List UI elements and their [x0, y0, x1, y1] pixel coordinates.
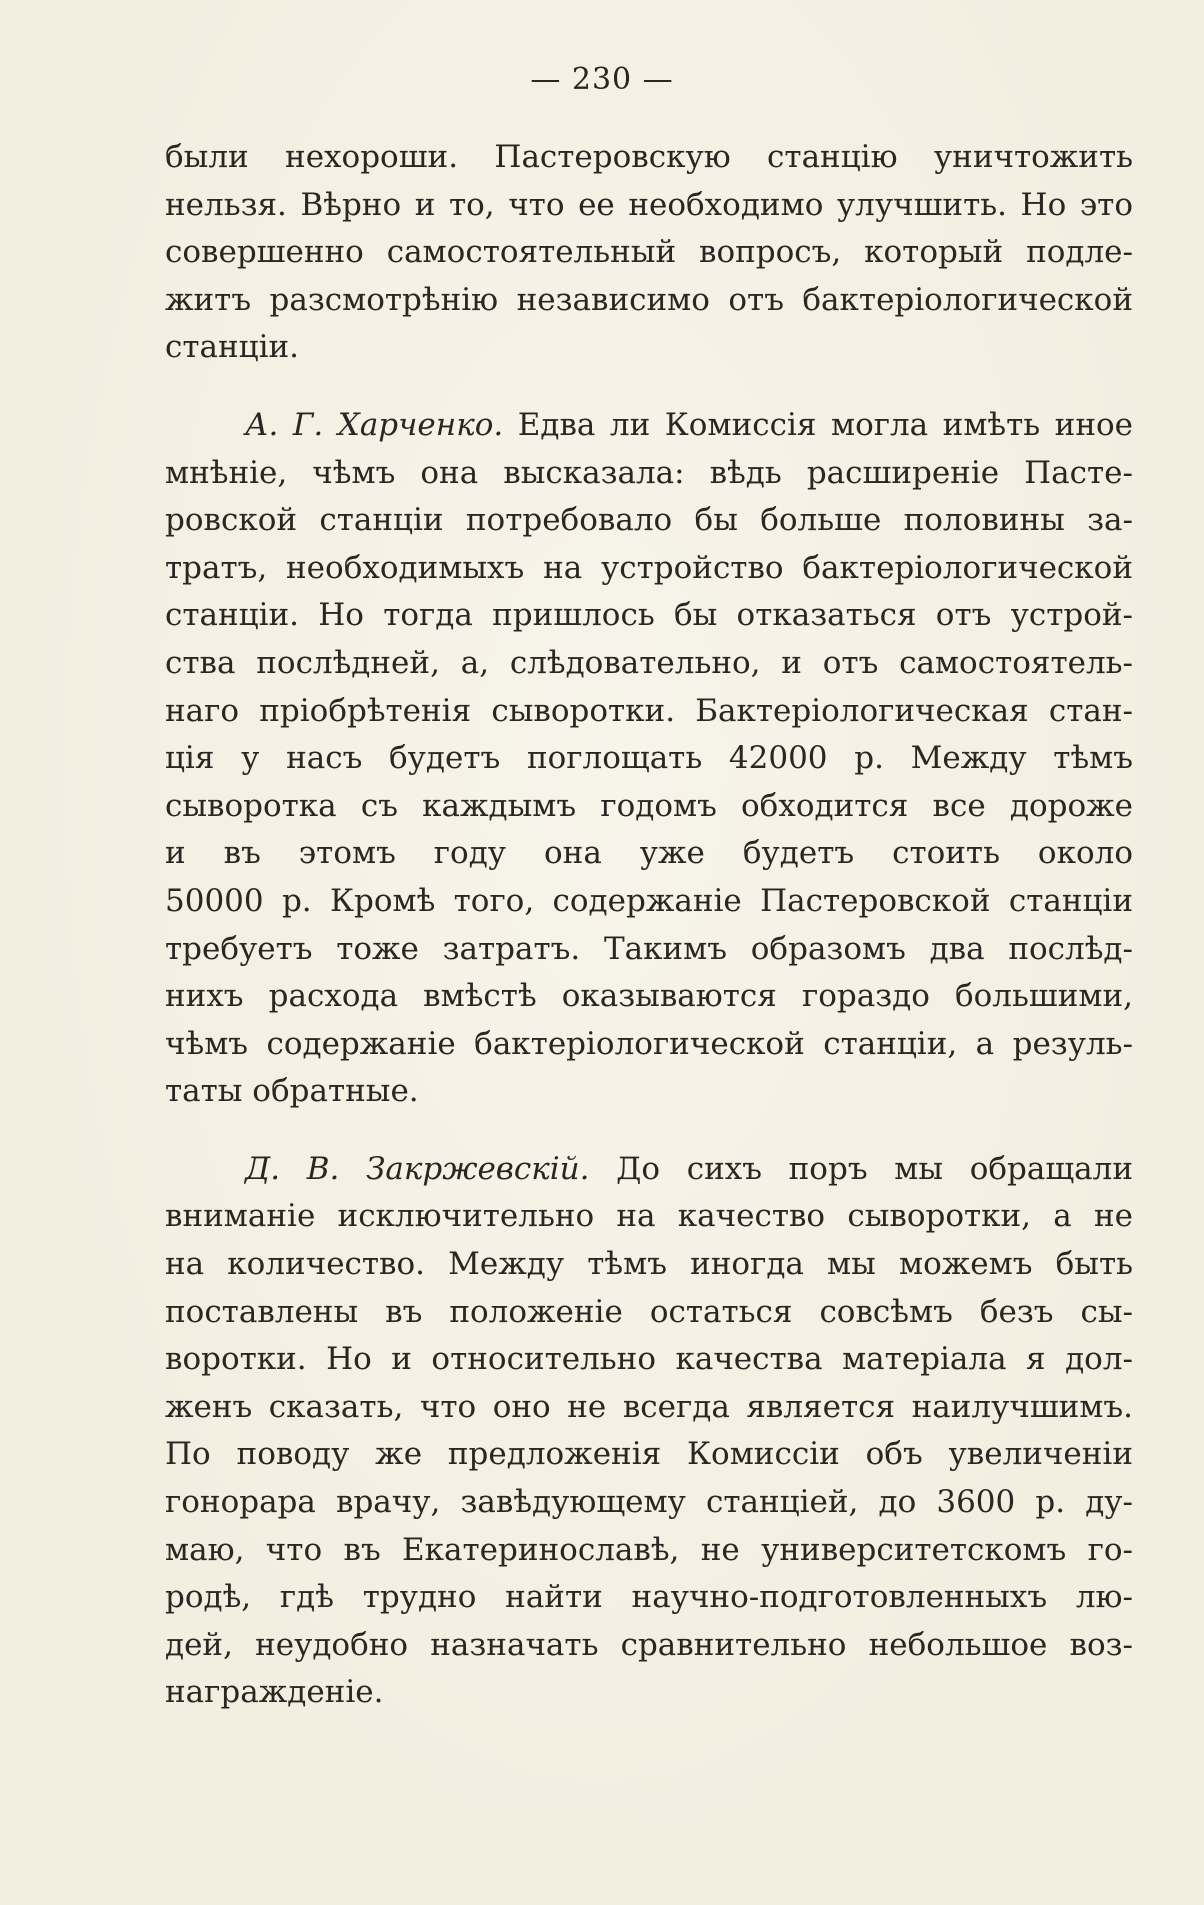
speaker-name: А. Г. Харченко.	[245, 406, 504, 443]
text-line-start: До сихъ поръ мы обращали	[616, 1150, 1134, 1187]
paragraph-kharchenko	[165, 402, 1133, 1116]
text-line: чѣмъ содержаніе бактеріологической станціи, а резуль-	[165, 1025, 1133, 1062]
text-line: житъ разсмотрѣнію независимо отъ бактеріологической	[165, 281, 1133, 318]
text-line: и въ этомъ году она уже будетъ стоить около	[165, 835, 1133, 872]
page-number: — 230 —	[530, 62, 674, 97]
text-line: маю, что въ Екатеринославѣ, не университетскомъ го-	[165, 1531, 1133, 1568]
paragraph-first-line	[165, 1146, 1133, 1194]
text-line: гонорара врачу, завѣдующему станціей, до 3600 р. ду-	[165, 1484, 1133, 1521]
text-line: вниманіе исключительно на качество сыворотки, а не	[165, 1198, 1133, 1235]
text-line: нихъ расхода вмѣстѣ оказываются гораздо большими,	[165, 978, 1133, 1015]
speaker-name: Д. В. Закржевскій.	[245, 1150, 590, 1187]
text-line: мнѣніе, чѣмъ она высказала: вѣдь расширеніе Пасте-	[165, 454, 1133, 491]
text-line: были нехороши. Пастеровскую станцію уничтожить	[165, 139, 1133, 175]
text-line: женъ сказать, что оно не всегда является наилучшимъ.	[165, 1388, 1133, 1425]
text-line: на количество. Между тѣмъ иногда мы можемъ быть	[165, 1246, 1133, 1283]
text-line: родѣ, гдѣ трудно найти научно-подготовленныхъ лю-	[165, 1579, 1133, 1616]
text-line: 50000 р. Кромѣ того, содержаніе Пастеровской станціи	[165, 882, 1133, 919]
text-line: ства послѣдней, а, слѣдовательно, и отъ самостоятель-	[165, 644, 1133, 681]
body-text	[165, 134, 1133, 1717]
text-line: По поводу же предложенія Комиссіи объ увеличеніи	[165, 1436, 1133, 1473]
text-line: требуетъ тоже затратъ. Такимъ образомъ два послѣд-	[165, 930, 1133, 967]
paragraph-continuation	[165, 134, 1133, 372]
paragraph-zakrzhevsky	[165, 1146, 1133, 1717]
text-line: сыворотка съ каждымъ годомъ обходится все дороже	[165, 787, 1133, 824]
paragraph-first-line	[165, 402, 1133, 450]
text-line-start: Едва ли Комиссія могла имѣть иное	[517, 406, 1134, 443]
text-line: поставлены въ положеніе остаться совсѣмъ безъ сы-	[165, 1293, 1133, 1330]
text-line: наго пріобрѣтенія сыворотки. Бактеріологическая стан-	[165, 692, 1133, 729]
text-line: ровской станціи потребовало бы больше половины за-	[165, 502, 1133, 539]
text-line: ція у насъ будетъ поглощать 42000 р. Между тѣмъ	[165, 740, 1133, 777]
text-line: станціи. Но тогда пришлось бы отказаться отъ устрой-	[165, 597, 1133, 634]
text-line: таты обратные.	[165, 1073, 419, 1110]
text-line: нельзя. Вѣрно и то, что ее необходимо улучшить. Но это	[165, 186, 1133, 223]
text-line: станціи.	[165, 329, 300, 366]
text-line: тратъ, необходимыхъ на устройство бактеріологической	[165, 549, 1133, 586]
text-line: воротки. Но и относительно качества матеріала я дол-	[165, 1341, 1133, 1378]
text-line: дей, неудобно назначать сравнительно небольшое воз-	[165, 1626, 1133, 1663]
text-line: совершенно самостоятельный вопросъ, который подле-	[165, 234, 1133, 271]
text-line: награжденіе.	[165, 1674, 384, 1711]
